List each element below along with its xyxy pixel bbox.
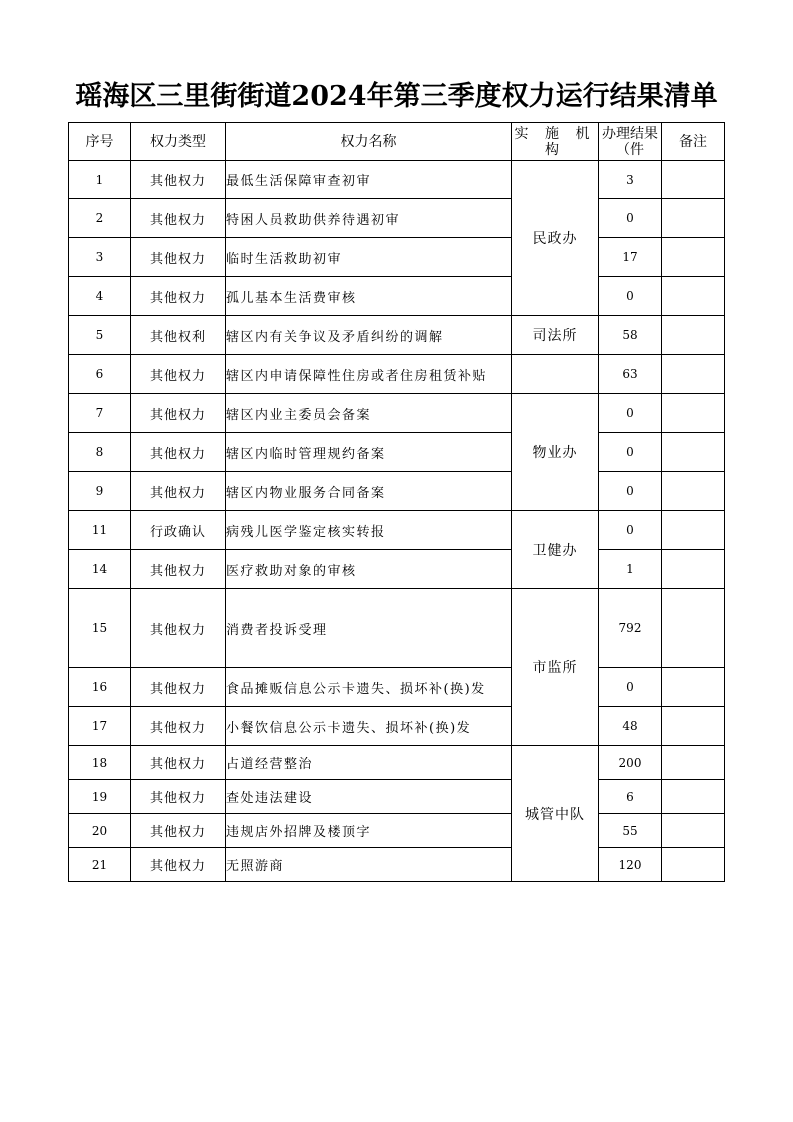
row-type: 其他权力 <box>131 433 226 472</box>
row-seq: 4 <box>69 277 131 316</box>
row-seq: 20 <box>69 814 131 848</box>
table-row <box>69 433 725 472</box>
row-type: 其他权力 <box>131 472 226 511</box>
row-name: 消费者投诉受理 <box>226 589 512 668</box>
row-type: 其他权力 <box>131 550 226 589</box>
table-row <box>69 316 725 355</box>
row-note <box>662 161 725 199</box>
row-note <box>662 238 725 277</box>
dept-judicial: 司法所 <box>512 316 599 355</box>
row-type: 其他权力 <box>131 746 226 780</box>
row-type: 其他权力 <box>131 199 226 238</box>
row-seq: 21 <box>69 848 131 882</box>
row-note <box>662 550 725 589</box>
row-seq: 3 <box>69 238 131 277</box>
row-count: 0 <box>599 668 662 707</box>
table-row <box>69 848 725 882</box>
power-list-table <box>68 122 725 882</box>
row-seq: 5 <box>69 316 131 355</box>
row-seq: 14 <box>69 550 131 589</box>
row-name: 辖区内有关争议及矛盾纠纷的调解 <box>226 316 512 355</box>
row-count: 200 <box>599 746 662 780</box>
table-row <box>69 238 725 277</box>
row-count: 0 <box>599 277 662 316</box>
row-seq: 11 <box>69 511 131 550</box>
table-row <box>69 394 725 433</box>
row-seq: 6 <box>69 355 131 394</box>
row-count: 1 <box>599 550 662 589</box>
table-row <box>69 161 725 199</box>
table-row <box>69 199 725 238</box>
row-name: 查处违法建设 <box>226 780 512 814</box>
row-name: 临时生活救助初审 <box>226 238 512 277</box>
row-name: 孤儿基本生活费审核 <box>226 277 512 316</box>
row-count: 792 <box>599 589 662 668</box>
row-name: 小餐饮信息公示卡遗失、损坏补(换)发 <box>226 707 512 746</box>
row-name: 辖区内临时管理规约备案 <box>226 433 512 472</box>
row-type: 其他权力 <box>131 238 226 277</box>
table-row <box>69 814 725 848</box>
table-row <box>69 746 725 780</box>
row-count: 3 <box>599 161 662 199</box>
row-type: 行政确认 <box>131 511 226 550</box>
row-note <box>662 394 725 433</box>
row-note <box>662 277 725 316</box>
row-count: 6 <box>599 780 662 814</box>
dept-market: 市监所 <box>512 589 599 746</box>
row-type: 其他权力 <box>131 707 226 746</box>
row-name: 辖区内物业服务合同备案 <box>226 472 512 511</box>
header-row <box>69 123 725 161</box>
dept-empty <box>512 355 599 394</box>
row-note <box>662 355 725 394</box>
row-note <box>662 848 725 882</box>
row-name: 占道经营整治 <box>226 746 512 780</box>
header-type: 权力类型 <box>131 123 226 161</box>
row-type: 其他权力 <box>131 161 226 199</box>
row-name: 食品摊贩信息公示卡遗失、损坏补(换)发 <box>226 668 512 707</box>
page-title: 瑶海区三里街街道2024年第三季度权力运行结果清单 <box>75 81 718 112</box>
row-count: 55 <box>599 814 662 848</box>
row-seq: 7 <box>69 394 131 433</box>
table-row <box>69 668 725 707</box>
dept-health: 卫健办 <box>512 511 599 589</box>
row-count: 58 <box>599 316 662 355</box>
header-institution: 实 施 机 构 <box>512 123 599 161</box>
row-type: 其他权力 <box>131 814 226 848</box>
row-count: 48 <box>599 707 662 746</box>
row-seq: 16 <box>69 668 131 707</box>
row-seq: 9 <box>69 472 131 511</box>
row-count: 0 <box>599 394 662 433</box>
row-note <box>662 668 725 707</box>
table-row <box>69 355 725 394</box>
row-name: 违规店外招牌及楼顶字 <box>226 814 512 848</box>
row-note <box>662 472 725 511</box>
header-seq: 序号 <box>69 123 131 161</box>
table-row <box>69 780 725 814</box>
row-name: 无照游商 <box>226 848 512 882</box>
table-row <box>69 277 725 316</box>
row-seq: 2 <box>69 199 131 238</box>
table-row <box>69 511 725 550</box>
row-name: 辖区内业主委员会备案 <box>226 394 512 433</box>
row-type: 其他权力 <box>131 277 226 316</box>
row-seq: 18 <box>69 746 131 780</box>
row-note <box>662 199 725 238</box>
row-type: 其他权力 <box>131 394 226 433</box>
row-seq: 19 <box>69 780 131 814</box>
row-seq: 8 <box>69 433 131 472</box>
row-note <box>662 511 725 550</box>
row-count: 0 <box>599 511 662 550</box>
table-row <box>69 589 725 668</box>
row-type: 其他权力 <box>131 355 226 394</box>
row-count: 0 <box>599 433 662 472</box>
row-note <box>662 433 725 472</box>
row-seq: 15 <box>69 589 131 668</box>
row-seq: 1 <box>69 161 131 199</box>
row-count: 63 <box>599 355 662 394</box>
dept-urban-mgmt: 城管中队 <box>512 746 599 882</box>
row-type: 其他权力 <box>131 589 226 668</box>
row-note <box>662 746 725 780</box>
row-count: 17 <box>599 238 662 277</box>
row-count: 0 <box>599 199 662 238</box>
row-count: 0 <box>599 472 662 511</box>
row-note <box>662 780 725 814</box>
dept-property: 物业办 <box>512 394 599 511</box>
row-name: 医疗救助对象的审核 <box>226 550 512 589</box>
row-note <box>662 316 725 355</box>
dept-civil-affairs: 民政办 <box>512 161 599 316</box>
row-note <box>662 814 725 848</box>
table-row <box>69 472 725 511</box>
row-note <box>662 589 725 668</box>
row-type: 其他权利 <box>131 316 226 355</box>
row-name: 最低生活保障审查初审 <box>226 161 512 199</box>
row-name: 病残儿医学鉴定核实转报 <box>226 511 512 550</box>
row-name: 辖区内申请保障性住房或者住房租赁补贴 <box>226 355 512 394</box>
header-name: 权力名称 <box>226 123 512 161</box>
header-note: 备注 <box>662 123 725 161</box>
row-type: 其他权力 <box>131 780 226 814</box>
table-row <box>69 550 725 589</box>
row-seq: 17 <box>69 707 131 746</box>
header-result: 办理结果（件 <box>599 123 662 161</box>
row-type: 其他权力 <box>131 848 226 882</box>
row-note <box>662 707 725 746</box>
row-type: 其他权力 <box>131 668 226 707</box>
row-count: 120 <box>599 848 662 882</box>
row-name: 特困人员救助供养待遇初审 <box>226 199 512 238</box>
table-row <box>69 707 725 746</box>
